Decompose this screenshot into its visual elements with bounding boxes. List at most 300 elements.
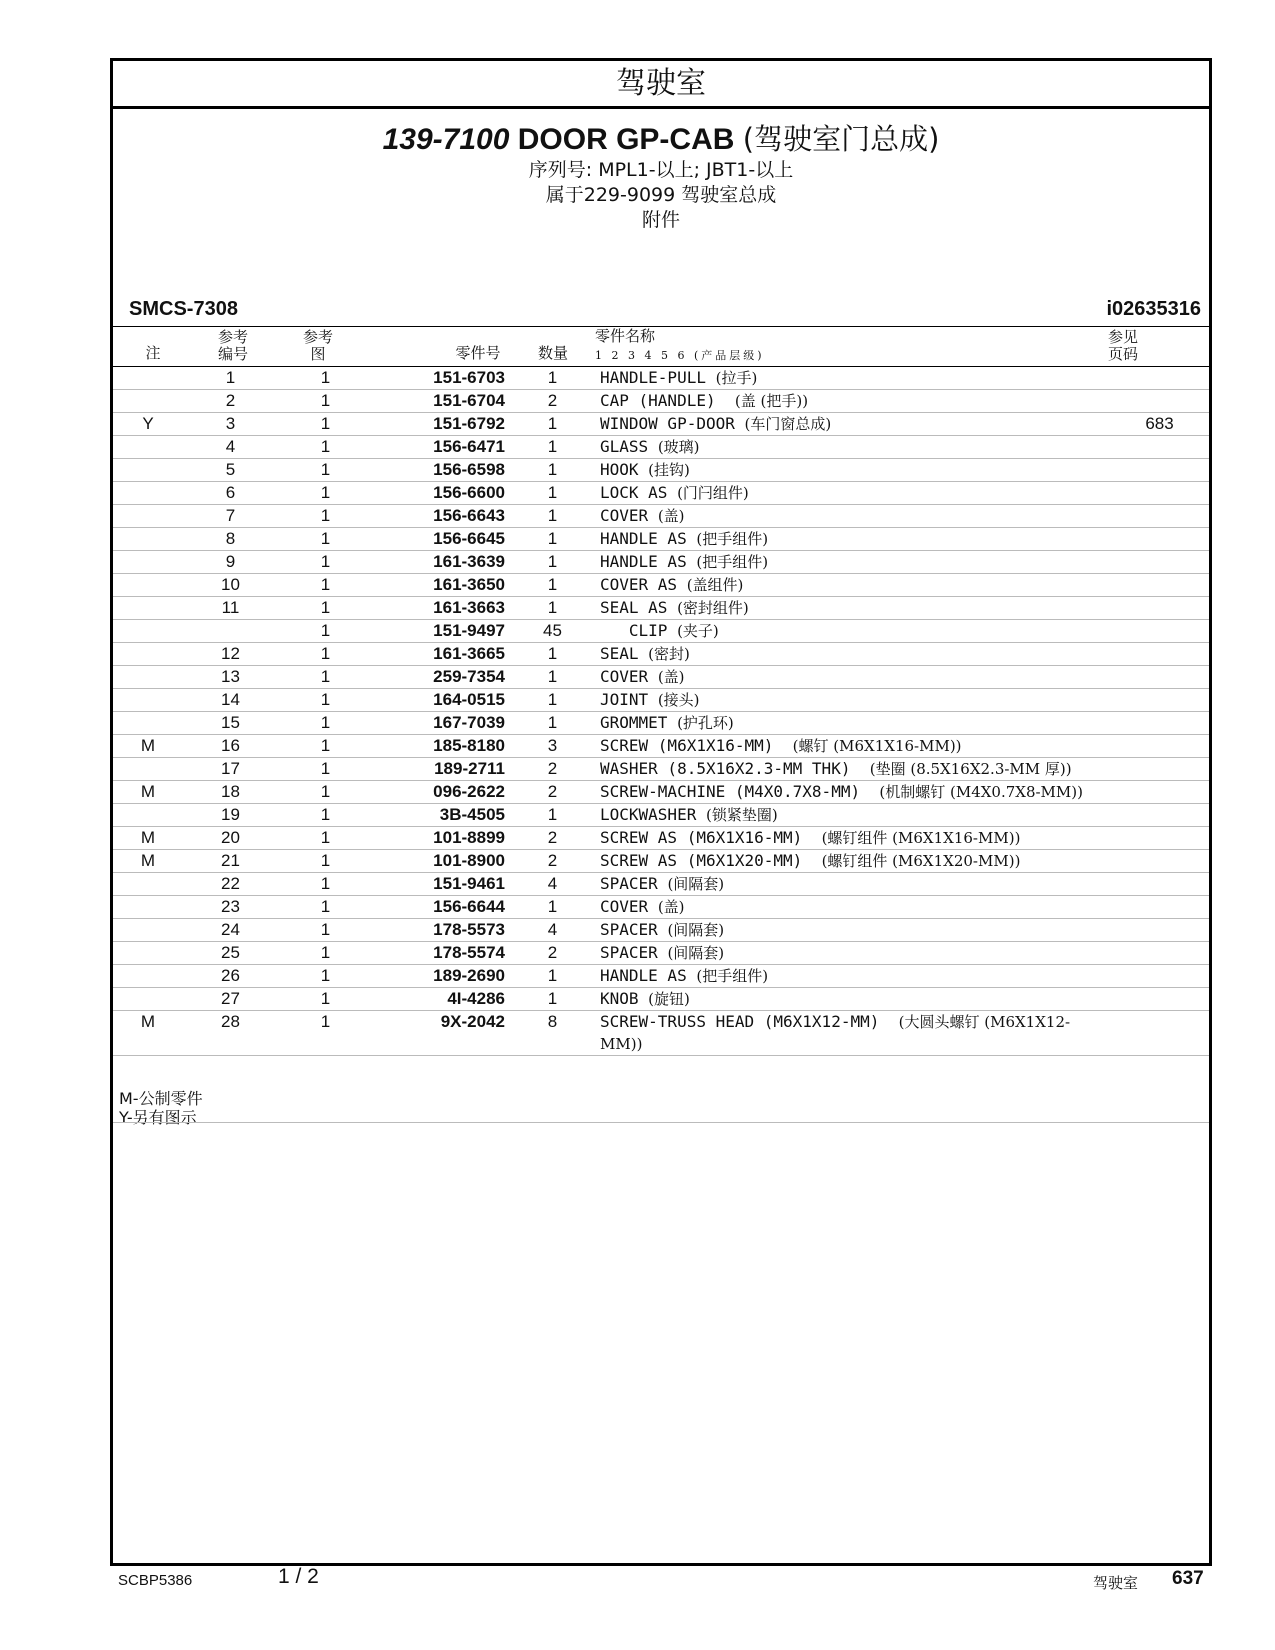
row-part-name-en: HOOK — [600, 460, 639, 479]
table-row — [113, 827, 1209, 850]
row-ref-page — [1110, 390, 1209, 413]
row-ref-no: 13 — [183, 666, 278, 689]
row-qty: 4 — [505, 873, 600, 896]
row-part-name-en: SEAL AS — [600, 598, 668, 617]
row-part-name-cn: (密封组件) — [677, 599, 749, 617]
row-qty: 1 — [505, 505, 600, 528]
row-part-name-cn: (间隔套) — [667, 944, 725, 962]
section-title: 驾驶室 — [113, 61, 1209, 109]
row-fig: 1 — [278, 528, 373, 551]
row-ref-no: 18 — [183, 781, 278, 804]
row-fig: 1 — [278, 390, 373, 413]
row-qty: 1 — [505, 413, 600, 436]
row-part-name-cn: (螺钉 (M6X1X16-MM)) — [792, 737, 962, 755]
serial-line: 序列号: MPL1-以上; JBT1-以上 — [528, 159, 794, 181]
row-part-number: 4I-4286 — [373, 988, 505, 1011]
row-part-name — [600, 1011, 1110, 1056]
row-note — [113, 689, 183, 712]
row-note: M — [113, 781, 183, 804]
row-ref-page — [1110, 459, 1209, 482]
row-part-name-cn: (玻璃) — [657, 438, 700, 456]
table-row — [113, 574, 1209, 597]
row-part-name — [600, 850, 1110, 873]
row-ref-no: 26 — [183, 965, 278, 988]
row-part-number: 101-8899 — [373, 827, 505, 850]
row-note — [113, 919, 183, 942]
row-part-name-en: COVER AS — [600, 575, 678, 594]
row-ref-no: 11 — [183, 597, 278, 620]
row-part-number: 178-5574 — [373, 942, 505, 965]
table-row — [113, 620, 1209, 643]
row-qty: 1 — [505, 528, 600, 551]
row-part-name-cn: (把手组件) — [696, 553, 769, 571]
row-part-number: 259-7354 — [373, 666, 505, 689]
row-part-name-en: SPACER — [600, 874, 658, 893]
row-note: Y — [113, 413, 183, 436]
row-ref-page — [1110, 827, 1209, 850]
row-qty: 2 — [505, 390, 600, 413]
row-note — [113, 804, 183, 827]
row-part-name — [600, 942, 1110, 965]
row-fig: 1 — [278, 965, 373, 988]
row-fig: 1 — [278, 735, 373, 758]
row-part-name-cn: (螺钉组件 (M6X1X20-MM)) — [821, 852, 1021, 870]
row-part-number: 156-6644 — [373, 896, 505, 919]
col-ref-no: 参考 编号 — [217, 328, 248, 363]
assembly-title — [113, 121, 1209, 158]
row-ref-no: 24 — [183, 919, 278, 942]
assembly-part-number: 139-7100 — [382, 123, 510, 156]
row-part-name-cn: (盖) — [657, 507, 685, 525]
row-qty: 2 — [505, 850, 600, 873]
row-qty: 2 — [505, 942, 600, 965]
row-note: M — [113, 1011, 183, 1056]
row-qty: 1 — [505, 482, 600, 505]
row-part-name — [600, 643, 1110, 666]
document-header — [113, 109, 1209, 233]
row-ref-page — [1110, 965, 1209, 988]
row-part-name-en: SCREW AS (M6X1X20-MM) — [600, 851, 812, 870]
row-part-number: 156-6645 — [373, 528, 505, 551]
row-ref-no: 21 — [183, 850, 278, 873]
row-part-number: 161-3650 — [373, 574, 505, 597]
row-part-name-cn: (盖) — [657, 668, 685, 686]
row-part-number: 164-0515 — [373, 689, 505, 712]
row-part-number: 161-3639 — [373, 551, 505, 574]
row-ref-page — [1110, 896, 1209, 919]
row-qty: 1 — [505, 597, 600, 620]
row-ref-no: 10 — [183, 574, 278, 597]
row-part-name-en: COVER — [600, 897, 649, 916]
row-ref-no: 27 — [183, 988, 278, 1011]
table-row — [113, 390, 1209, 413]
row-qty: 1 — [505, 551, 600, 574]
table-row — [113, 988, 1209, 1011]
row-part-name-cn: (护孔环) — [677, 714, 734, 732]
table-row — [113, 482, 1209, 505]
row-part-name — [600, 781, 1110, 804]
row-part-name — [600, 528, 1110, 551]
footer-sheet: 1 / 2 — [278, 1565, 319, 1588]
row-fig: 1 — [278, 712, 373, 735]
table-row — [113, 942, 1209, 965]
row-part-name-cn: (大圆头螺钉 (M6X1X12-MM)) — [600, 1013, 1071, 1053]
row-part-number: 101-8900 — [373, 850, 505, 873]
row-qty: 1 — [505, 643, 600, 666]
row-ref-no: 6 — [183, 482, 278, 505]
row-ref-no: 20 — [183, 827, 278, 850]
row-qty: 1 — [505, 988, 600, 1011]
row-ref-page — [1110, 942, 1209, 965]
row-note — [113, 551, 183, 574]
row-note: M — [113, 850, 183, 873]
table-row — [113, 551, 1209, 574]
row-fig: 1 — [278, 758, 373, 781]
row-ref-no: 4 — [183, 436, 278, 459]
row-part-name-en: SPACER — [600, 943, 658, 962]
row-note — [113, 712, 183, 735]
row-part-name-en: GLASS — [600, 437, 649, 456]
row-part-name-en: SEAL — [600, 644, 639, 663]
row-part-name-en: SCREW AS (M6X1X16-MM) — [600, 828, 812, 847]
row-part-name-cn: (拉手) — [715, 369, 758, 387]
row-part-name-en: COVER — [600, 667, 649, 686]
row-fig: 1 — [278, 597, 373, 620]
table-row — [113, 643, 1209, 666]
row-note — [113, 643, 183, 666]
table-row — [113, 735, 1209, 758]
row-qty: 2 — [505, 781, 600, 804]
row-fig: 1 — [278, 988, 373, 1011]
row-ref-page: 683 — [1110, 413, 1209, 436]
row-part-name-en: KNOB — [600, 989, 639, 1008]
row-ref-page — [1110, 505, 1209, 528]
row-ref-page — [1110, 551, 1209, 574]
row-part-name — [600, 896, 1110, 919]
col-page: 参见 页码 — [1107, 328, 1138, 363]
row-note — [113, 459, 183, 482]
row-qty: 1 — [505, 666, 600, 689]
row-ref-page — [1110, 436, 1209, 459]
row-part-name — [600, 390, 1110, 413]
table-row — [113, 367, 1209, 390]
row-ref-page — [1110, 781, 1209, 804]
row-part-number: 161-3665 — [373, 643, 505, 666]
row-part-name — [600, 413, 1110, 436]
row-part-name — [600, 758, 1110, 781]
row-part-number: 151-6704 — [373, 390, 505, 413]
row-ref-page — [1110, 528, 1209, 551]
row-part-name-en: CLIP — [600, 621, 668, 640]
row-qty: 1 — [505, 459, 600, 482]
row-note — [113, 597, 183, 620]
row-part-name-cn: (接头) — [657, 691, 700, 709]
row-part-number: 189-2690 — [373, 965, 505, 988]
table-row — [113, 896, 1209, 919]
row-part-name — [600, 827, 1110, 850]
row-part-name — [600, 735, 1110, 758]
row-note — [113, 390, 183, 413]
row-note — [113, 436, 183, 459]
row-note — [113, 965, 183, 988]
table-row — [113, 758, 1209, 781]
row-part-name-cn: (盖组件) — [686, 576, 744, 594]
row-qty: 8 — [505, 1011, 600, 1056]
row-part-name — [600, 620, 1110, 643]
row-part-name-en: COVER — [600, 506, 649, 525]
row-note: M — [113, 827, 183, 850]
row-part-number: 178-5573 — [373, 919, 505, 942]
row-part-name — [600, 988, 1110, 1011]
row-qty: 4 — [505, 919, 600, 942]
row-note — [113, 988, 183, 1011]
row-part-name-en: JOINT — [600, 690, 649, 709]
assembly-part-name: DOOR GP-CAB — [517, 123, 735, 156]
row-part-name-cn: (间隔套) — [667, 875, 725, 893]
row-note — [113, 896, 183, 919]
row-ref-no: 14 — [183, 689, 278, 712]
table-row — [113, 689, 1209, 712]
column-headers — [113, 327, 1209, 371]
table-row — [113, 873, 1209, 896]
row-part-name — [600, 919, 1110, 942]
row-ref-page — [1110, 758, 1209, 781]
row-part-name-cn: (螺钉组件 (M6X1X16-MM)) — [821, 829, 1021, 847]
row-note: M — [113, 735, 183, 758]
row-part-name — [600, 551, 1110, 574]
row-ref-no: 7 — [183, 505, 278, 528]
row-part-name-en: SCREW-TRUSS HEAD (M6X1X12-MM) — [600, 1012, 889, 1031]
row-note — [113, 873, 183, 896]
row-fig: 1 — [278, 850, 373, 873]
row-fig: 1 — [278, 781, 373, 804]
row-qty: 45 — [505, 620, 600, 643]
row-part-name-en: LOCKWASHER — [600, 805, 697, 824]
row-qty: 1 — [505, 712, 600, 735]
footer-page-number: 637 — [1172, 1568, 1204, 1589]
row-part-name-cn: (把手组件) — [696, 530, 769, 548]
footer-doc-id: SCBP5386 — [118, 1572, 193, 1589]
row-ref-no: 16 — [183, 735, 278, 758]
row-ref-page — [1110, 643, 1209, 666]
row-ref-page — [1110, 850, 1209, 873]
row-part-number: 167-7039 — [373, 712, 505, 735]
row-part-name-cn: (垫圈 (8.5X16X2.3-MM 厚)) — [869, 760, 1072, 778]
row-qty: 1 — [505, 965, 600, 988]
row-fig: 1 — [278, 620, 373, 643]
row-note — [113, 367, 183, 390]
row-part-number: 151-9461 — [373, 873, 505, 896]
row-qty: 1 — [505, 436, 600, 459]
row-part-number: 156-6643 — [373, 505, 505, 528]
row-part-name — [600, 873, 1110, 896]
col-note: 注 — [145, 344, 161, 362]
row-ref-page — [1110, 367, 1209, 390]
row-qty: 2 — [505, 827, 600, 850]
row-part-number: 096-2622 — [373, 781, 505, 804]
legend-metric: M-公制零件 — [119, 1089, 203, 1108]
row-part-name — [600, 597, 1110, 620]
parts-table — [113, 367, 1209, 1056]
row-fig: 1 — [278, 1011, 373, 1056]
row-part-name-cn: (夹子) — [677, 622, 719, 640]
row-part-name — [600, 367, 1110, 390]
row-part-name — [600, 689, 1110, 712]
table-row — [113, 436, 1209, 459]
row-fig: 1 — [278, 482, 373, 505]
header-divider — [113, 326, 1209, 327]
row-part-name-en: HANDLE AS — [600, 966, 687, 985]
row-part-number: 151-9497 — [373, 620, 505, 643]
attachment-label: 附件 — [641, 209, 680, 231]
row-fig: 1 — [278, 367, 373, 390]
row-part-name-en: SCREW (M6X1X16-MM) — [600, 736, 784, 755]
row-note — [113, 620, 183, 643]
row-ref-no: 5 — [183, 459, 278, 482]
row-ref-page — [1110, 873, 1209, 896]
row-ref-page — [1110, 482, 1209, 505]
row-part-number: 9X-2042 — [373, 1011, 505, 1056]
table-row — [113, 459, 1209, 482]
row-part-name-en: GROMMET — [600, 713, 668, 732]
row-part-name — [600, 436, 1110, 459]
row-part-number: 185-8180 — [373, 735, 505, 758]
table-row — [113, 597, 1209, 620]
row-fig: 1 — [278, 919, 373, 942]
row-part-number: 189-2711 — [373, 758, 505, 781]
row-part-name-cn: (密封) — [648, 645, 690, 663]
row-fig: 1 — [278, 827, 373, 850]
row-fig: 1 — [278, 942, 373, 965]
row-qty: 1 — [505, 689, 600, 712]
page-frame — [110, 58, 1212, 1566]
row-fig: 1 — [278, 459, 373, 482]
row-qty: 1 — [505, 574, 600, 597]
table-row — [113, 965, 1209, 988]
row-part-name — [600, 574, 1110, 597]
smcs-code: SMCS-7308 — [129, 298, 238, 320]
row-ref-page — [1110, 1011, 1209, 1056]
row-note — [113, 666, 183, 689]
row-fig: 1 — [278, 873, 373, 896]
row-part-name-cn: (锁紧垫圈) — [705, 806, 778, 824]
row-note — [113, 942, 183, 965]
table-row — [113, 413, 1209, 436]
table-row — [113, 1011, 1209, 1056]
row-note — [113, 574, 183, 597]
row-part-name — [600, 482, 1110, 505]
row-qty: 3 — [505, 735, 600, 758]
row-part-name — [600, 965, 1110, 988]
assembly-part-name-cn: (驾驶室门总成) — [742, 122, 940, 156]
row-ref-no: 22 — [183, 873, 278, 896]
table-row — [113, 505, 1209, 528]
row-qty: 1 — [505, 896, 600, 919]
table-row — [113, 666, 1209, 689]
table-row — [113, 781, 1209, 804]
row-ref-no: 17 — [183, 758, 278, 781]
row-part-number: 161-3663 — [373, 597, 505, 620]
row-part-number: 151-6792 — [373, 413, 505, 436]
row-ref-page — [1110, 666, 1209, 689]
row-fig: 1 — [278, 804, 373, 827]
row-part-name-cn: (把手组件) — [696, 967, 769, 985]
table-row — [113, 804, 1209, 827]
row-part-number: 151-6703 — [373, 367, 505, 390]
row-fig: 1 — [278, 551, 373, 574]
row-ref-no: 1 — [183, 367, 278, 390]
row-ref-page — [1110, 689, 1209, 712]
row-part-name-en: WASHER (8.5X16X2.3-MM THK) — [600, 759, 861, 778]
row-fig: 1 — [278, 666, 373, 689]
row-part-name-en: CAP (HANDLE) — [600, 391, 726, 410]
row-fig: 1 — [278, 505, 373, 528]
row-ref-no: 8 — [183, 528, 278, 551]
row-ref-no: 15 — [183, 712, 278, 735]
row-part-name — [600, 505, 1110, 528]
row-part-name-cn: (门闩组件) — [677, 484, 749, 502]
row-qty: 1 — [505, 804, 600, 827]
row-part-name-cn: (挂钩) — [648, 461, 690, 479]
row-part-number: 3B-4505 — [373, 804, 505, 827]
row-fig: 1 — [278, 436, 373, 459]
row-qty: 1 — [505, 367, 600, 390]
row-ref-no: 25 — [183, 942, 278, 965]
row-part-name — [600, 666, 1110, 689]
row-ref-page — [1110, 597, 1209, 620]
row-part-name-cn: (车门窗总成) — [744, 415, 832, 433]
row-part-name-cn: (机制螺钉 (M4X0.7X8-MM)) — [879, 783, 1083, 801]
row-ref-no: 12 — [183, 643, 278, 666]
row-note — [113, 758, 183, 781]
row-part-name-en: HANDLE-PULL — [600, 368, 706, 387]
row-fig: 1 — [278, 896, 373, 919]
row-fig: 1 — [278, 689, 373, 712]
footer-section: 驾驶室 — [1093, 1574, 1139, 1592]
row-part-name-en: LOCK AS — [600, 483, 668, 502]
row-ref-no: 28 — [183, 1011, 278, 1056]
row-part-name — [600, 804, 1110, 827]
row-part-name-cn: (盖) — [657, 898, 685, 916]
table-row — [113, 712, 1209, 735]
row-part-name-cn: (盖 (把手)) — [734, 392, 809, 410]
row-ref-no: 9 — [183, 551, 278, 574]
row-ref-no: 23 — [183, 896, 278, 919]
row-ref-page — [1110, 574, 1209, 597]
row-ref-page — [1110, 988, 1209, 1011]
row-part-number: 156-6600 — [373, 482, 505, 505]
row-part-name-en: SCREW-MACHINE (M4X0.7X8-MM) — [600, 782, 870, 801]
legend-illustrated: Y-另有图示 — [119, 1108, 197, 1127]
row-note — [113, 528, 183, 551]
row-ref-no — [183, 620, 278, 643]
legend-divider — [113, 1122, 1209, 1123]
row-part-name-en: HANDLE AS — [600, 529, 687, 548]
row-part-name — [600, 459, 1110, 482]
illustration-id: i02635316 — [1106, 298, 1201, 320]
col-part-no: 零件号 — [455, 344, 501, 362]
row-note — [113, 482, 183, 505]
col-name: 零件名称 — [595, 327, 656, 345]
row-ref-no: 3 — [183, 413, 278, 436]
row-ref-no: 2 — [183, 390, 278, 413]
row-part-name-en: HANDLE AS — [600, 552, 687, 571]
row-note — [113, 505, 183, 528]
row-part-name-en: SPACER — [600, 920, 658, 939]
row-part-name-cn: (旋钮) — [648, 990, 690, 1008]
row-ref-page — [1110, 620, 1209, 643]
table-row — [113, 528, 1209, 551]
